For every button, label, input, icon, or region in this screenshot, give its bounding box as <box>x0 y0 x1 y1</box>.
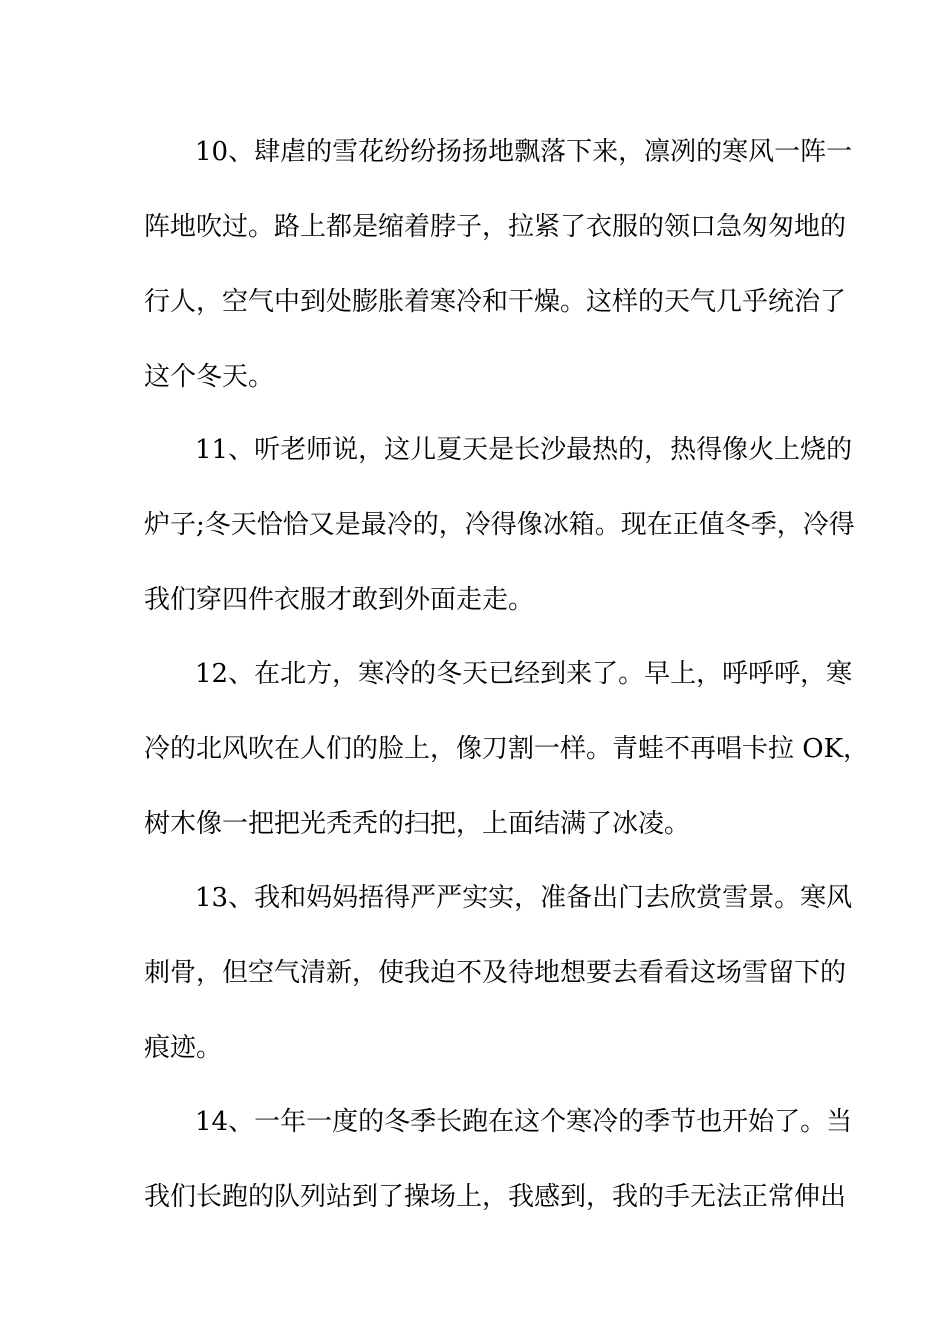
text-line: 痕迹。 <box>144 1033 223 1063</box>
text-line: 11、听老师说，这儿夏天是长沙最热的，热得像火上烧的 <box>195 435 853 465</box>
text-line: 行人，空气中到处膨胀着寒冷和干燥。这样的天气几乎统治了 <box>144 287 847 317</box>
text-line: 炉子;冬天恰恰又是最冷的，冷得像冰箱。现在正值冬季，冷得 <box>144 510 855 540</box>
text-line: 10、肆虐的雪花纷纷扬扬地飘落下来，凛冽的寒风一阵一 <box>195 137 853 167</box>
text-line: 阵地吹过。路上都是缩着脖子，拉紧了衣服的领口急匆匆地的 <box>144 212 847 242</box>
text-line: 14、一年一度的冬季长跑在这个寒冷的季节也开始了。当 <box>195 1107 853 1137</box>
text-line: 冷的北风吹在人们的脸上，像刀割一样。青蛙不再唱卡拉 OK， <box>144 734 870 764</box>
text-line: 我们穿四件衣服才敢到外面走走。 <box>144 585 535 615</box>
text-line: 这个冬天。 <box>144 362 275 392</box>
text-line: 12、在北方，寒冷的冬天已经到来了。早上，呼呼呼，寒 <box>195 659 853 689</box>
text-line: 13、我和妈妈捂得严严实实，准备出门去欣赏雪景。寒风 <box>195 883 853 913</box>
text-line: 树木像一把把光秃秃的扫把，上面结满了冰凌。 <box>144 809 691 839</box>
text-line: 我们长跑的队列站到了操场上，我感到，我的手无法正常伸出 <box>144 1182 847 1212</box>
text-line: 刺骨，但空气清新，使我迫不及待地想要去看看这场雪留下的 <box>144 958 847 988</box>
